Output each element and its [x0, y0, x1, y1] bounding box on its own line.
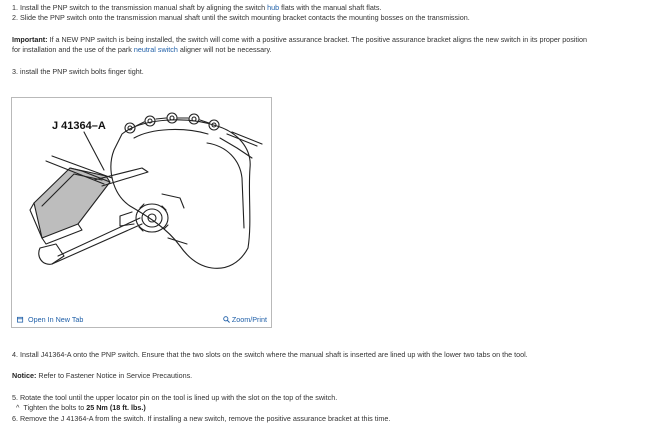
step-5: 5. Rotate the tool until the upper locator pin on the tool is lined up with the slot on the top of the switch. [12, 393, 338, 402]
important-text: If a NEW PNP switch is being installed, the switch will come with a positive assurance bracket. The positive assurance bracket aligns the new switch in its proper position for installation and the use of the park [12, 35, 587, 54]
notice-text: Refer to Fastener Notice in Service Precautions. [36, 371, 193, 380]
step-1-text-end: flats with the manual shaft flats. [279, 3, 382, 12]
important-text-end: aligner will not be necessary. [177, 45, 272, 54]
step-6: 6. Remove the J 41364-A from the switch. If installing a new switch, remove the positive assurance bracket at this time. [12, 414, 391, 423]
torque-value: 25 Nm (18 ft. lbs.) [86, 403, 146, 412]
zoom-print-label: Zoom/Print [231, 315, 267, 324]
new-tab-icon [17, 316, 24, 323]
important-label: Important: [12, 35, 48, 44]
step-1-text: 1. Install the PNP switch to the transmission manual shaft by aligning the switch [12, 3, 268, 12]
step-2: 2. Slide the PNP switch onto the transmission manual shaft until the switch mounting bracket contacts the mounting bosses on the transmission. [12, 13, 470, 22]
notice-note [12, 371, 192, 380]
hub-link[interactable]: hub [267, 3, 280, 12]
step-3: 3. install the PNP switch bolts finger tight. [12, 67, 144, 76]
open-in-new-tab-button[interactable] [17, 315, 83, 324]
zoom-print-button[interactable] [223, 315, 267, 324]
important-note [12, 35, 592, 55]
torque-text: Tighten the bolts to [23, 403, 87, 412]
torque-marker: ^ [16, 403, 20, 412]
open-in-new-tab-label: Open In New Tab [28, 315, 84, 324]
magnifier-icon [223, 316, 230, 323]
step-1 [12, 3, 381, 12]
figure-footer [12, 313, 271, 327]
notice-label: Notice: [12, 371, 37, 380]
neutral-switch-link[interactable]: neutral switch [133, 45, 178, 54]
pnp-switch-illustration [12, 98, 271, 312]
figure-panel [11, 97, 272, 328]
tool-callout-label: J 41364–A [52, 120, 106, 132]
torque-spec [16, 403, 146, 412]
step-4: 4. Install J41364-A onto the PNP switch. Ensure that the two slots on the switch where the manual shaft is inserted are lined up with the lower two tabs on the tool. [12, 350, 528, 359]
